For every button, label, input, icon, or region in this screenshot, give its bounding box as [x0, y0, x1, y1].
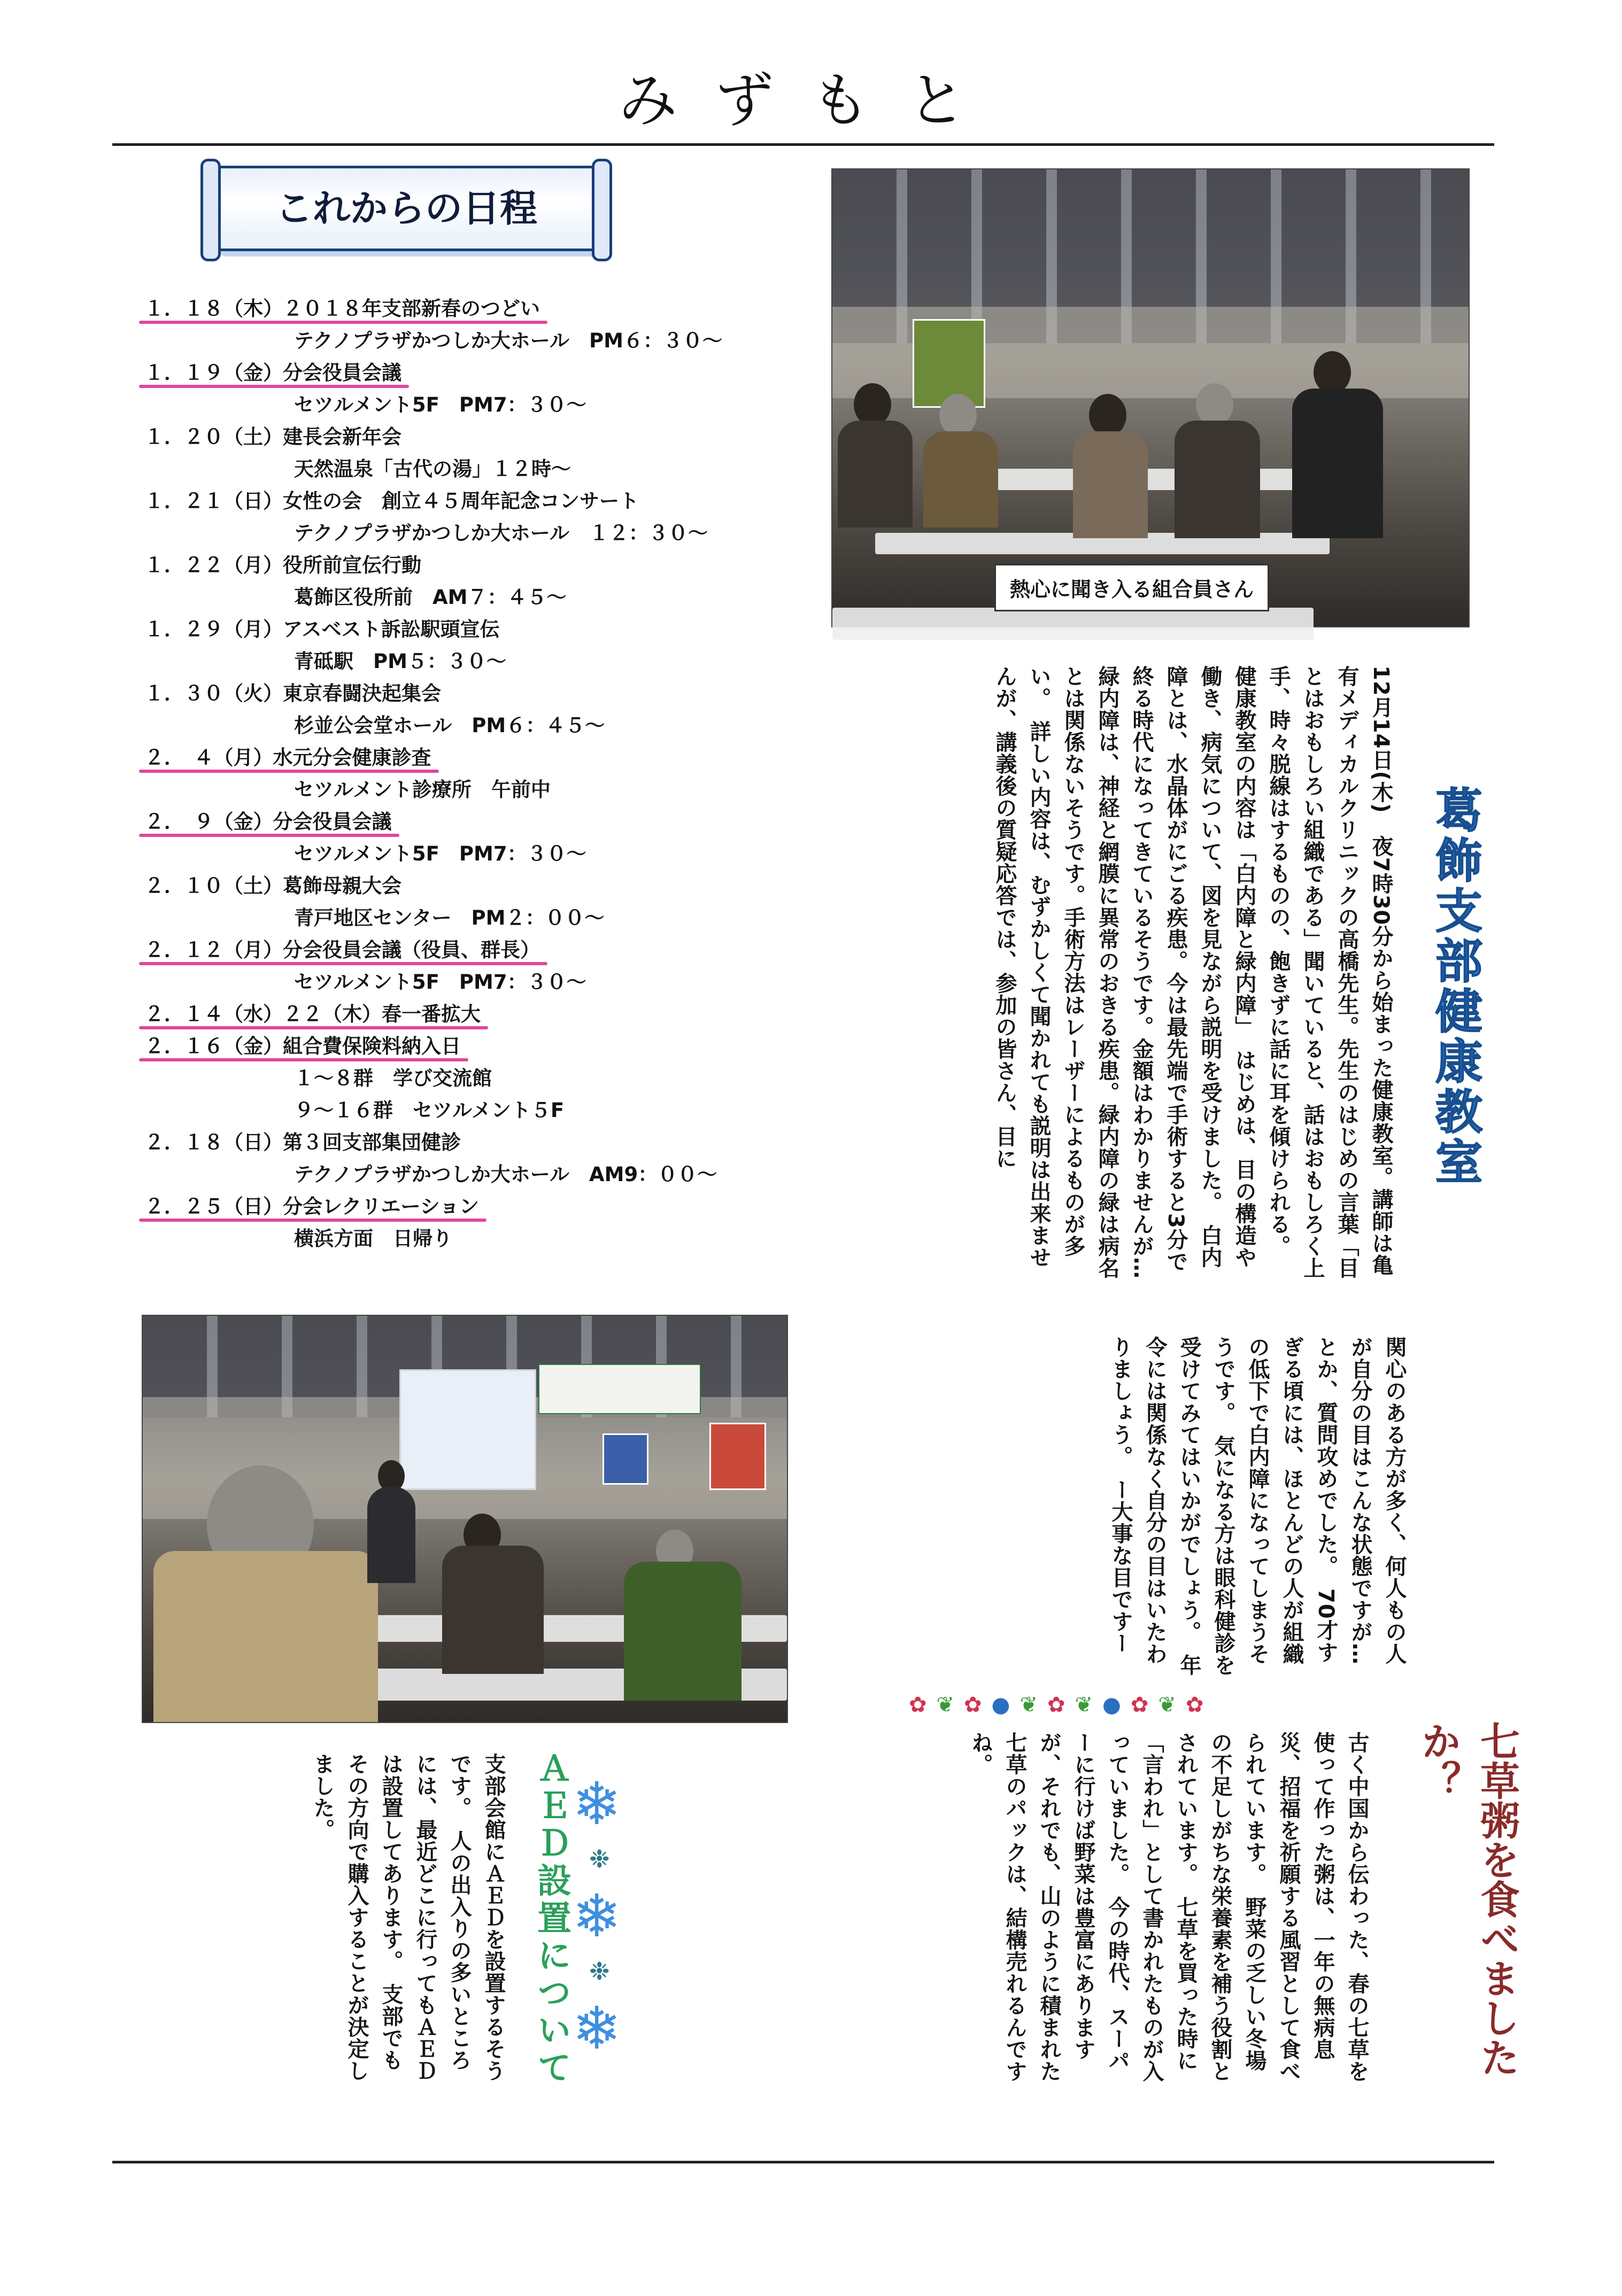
schedule-detail: セツルメント5F PM7：３０～	[294, 393, 586, 416]
schedule-date: ２． ４（月）水元分会健康診査	[144, 742, 431, 774]
schedule-item	[144, 293, 786, 325]
schedule-detail: セツルメント5F PM7：３０～	[294, 842, 586, 865]
schedule-date: ２．１４（水）２２（木）春一番拡大	[144, 998, 481, 1030]
snowflake-icon: ❉	[589, 1844, 610, 1873]
schedule-list	[144, 293, 786, 1255]
schedule-detail: 青戸地区センター PM２：００～	[294, 906, 605, 929]
schedule-date: １．２１（日）女性の会 創立４５周年記念コンサート	[144, 490, 639, 513]
schedule-detail: ９～１６群 セツルメント５F	[294, 1099, 565, 1122]
schedule-date: １．２２（月）役所前宣伝行動	[144, 554, 421, 577]
schedule-item	[144, 870, 786, 902]
schedule-item	[144, 421, 786, 453]
snowflake-icon: ❉	[589, 1957, 610, 1985]
schedule-item	[144, 998, 786, 1030]
leaf-icon: ❦	[936, 1693, 955, 1717]
photo-caption: 熱心に聞き入る組合員さん	[994, 564, 1269, 611]
schedule-detail: セツルメント診療所 午前中	[294, 778, 551, 801]
schedule-item	[144, 485, 786, 517]
schedule-detail: 天然温泉「古代の湯」１２時～	[294, 457, 571, 480]
bead-icon: ●	[1102, 1693, 1121, 1717]
schedule-item	[144, 934, 786, 966]
snowflake-icon: ❄	[572, 1882, 622, 1950]
schedule-date: １．３０（火）東京春闘決起集会	[144, 682, 441, 705]
flower-icon: ✿	[1185, 1693, 1204, 1717]
schedule-item	[144, 806, 786, 838]
schedule-date: １．１９（金）分会役員会議	[144, 357, 401, 389]
flower-icon: ✿	[1130, 1693, 1149, 1717]
schedule-detail: テクノプラザかつしか大ホール １２：３０～	[294, 522, 708, 545]
schedule-date: １．２０（土）建長会新年会	[144, 425, 401, 448]
schedule-date: ２．１８（日）第３回支部集団健診	[144, 1131, 461, 1154]
schedule-detail: テクノプラザかつしか大ホール AM9：００～	[294, 1163, 717, 1186]
schedule-item	[144, 1191, 786, 1223]
schedule-title-scroll	[214, 166, 599, 251]
schedule-date: ２．１６（金）組合費保険料納入日	[144, 1030, 461, 1062]
aed-body: 支部会館にＡＥＤを設置するそうです。 人の出入りの多いところには、最近どこに行ってもＡＥＤは設置してあります。 支部でもその方向で購入することが決定しました。	[310, 1753, 506, 2082]
flower-icon: ✿	[909, 1693, 927, 1717]
snowflake-icon: ❄	[572, 1994, 622, 2062]
schedule-date: １．１８（木）２０１８年支部新春のつどい	[144, 293, 540, 325]
leaf-icon: ❦	[1019, 1693, 1038, 1717]
photo-audience	[831, 168, 1470, 627]
kenko-body-continued: 関心のある方が多く、何人もの人が自分の目はこんな状態ですが…とか、質問攻めでした。 70才すぎる頃には、ほとんどの人が組織の低下で白内障になってしまうそうです。 気になる方は眼科健診を受けてみてはいかがでしょう。 年令には関係なく自分の目はいたわりましょう。 ー大事な目ですー	[1108, 1336, 1407, 1676]
nanakusa-title: 七草粥を食べましたか？	[1415, 1721, 1520, 2077]
schedule-title: これからの日程	[275, 186, 537, 230]
schedule-item	[144, 678, 786, 710]
schedule-item	[144, 1127, 786, 1159]
schedule-item	[144, 549, 786, 581]
bead-icon: ●	[991, 1693, 1010, 1717]
schedule-item	[144, 1030, 786, 1062]
schedule-detail: 杉並公会堂ホール PM６：４５～	[294, 714, 605, 737]
flower-icon: ✿	[1047, 1693, 1065, 1717]
leaf-icon: ❦	[1075, 1693, 1093, 1717]
snowflake-icon: ❄	[572, 1770, 622, 1838]
schedule-detail: セツルメント5F PM7：３０～	[294, 971, 586, 994]
schedule-date: ２．１０（土）葛飾母親大会	[144, 874, 401, 897]
schedule-date: ２． ９（金）分会役員会議	[144, 806, 392, 838]
schedule-detail: 葛飾区役所前 AM７：４５～	[294, 586, 567, 609]
schedule-date: ２．２５（日）分会レクリエーション	[144, 1191, 479, 1223]
flower-icon: ✿	[964, 1693, 982, 1717]
kenko-body: 12月14日(木) 夜7時30分から始まった健康教室。講師は亀有メディカルクリニックの高橋先生。先生のはじめの言葉「目とはおもしろい組織である」聞いていると、話はおもしろく上手、時々脱線はするものの、飽きずに話に耳を傾けられる。 健康教室の内容は「白内障と緑内障」 はじめは、目の構造や働き、病気について、図を見ながら説明を受けました。 白内障とは、水晶体がにごる疾患。今は最先端で手術すると3分で終る時代になってきているそうです。金額はわかりませんが… 緑内障は、神経と網膜に異常のおきる疾患。緑内障の緑は病名とは関係ないそうです。手術方法はレーザーによるものが多い。 詳しい内容は、むずかしくて聞かれても説明は出来ませんが、講義後の質疑応答では、参加の皆さん、目に	[992, 665, 1393, 1301]
nanakusa-body: 古く中国から伝わった、春の七草を使って作った粥は、一年の無病息災、招福を祈願する風習として食べられています。 野菜の乏しい冬場の不足しがちな栄養素を補う役割とされています。 七草を買った時に「言われ」として書かれたものが入っていました。 今の時代、スーパーに行けば野菜は豊富にありますが、それでも、山のように積まれた七草のパックは、結構売れるんですね。	[968, 1732, 1369, 2082]
photo-lecture	[142, 1315, 788, 1723]
schedule-detail: 青砥駅 PM５：３０～	[294, 650, 506, 673]
schedule-date: １．２９（月）アスベスト訴訟駅頭宣伝	[144, 618, 500, 641]
schedule-item	[144, 357, 786, 389]
schedule-detail: １～８群 学び交流館	[294, 1067, 492, 1090]
masthead-title: みずもと	[619, 66, 1003, 135]
schedule-item	[144, 614, 786, 646]
schedule-date: ２．１２（月）分会役員会議（役員、群長）	[144, 934, 540, 966]
leaf-icon: ❦	[1158, 1693, 1176, 1717]
aed-title: ＡＥＤ設置について	[531, 1750, 571, 2087]
kenko-title: 葛飾支部健康教室	[1428, 786, 1484, 1188]
schedule-item	[144, 742, 786, 774]
schedule-detail: 横浜方面 日帰り	[294, 1227, 452, 1250]
flower-divider	[909, 1689, 1337, 1721]
schedule-detail: テクノプラザかつしか大ホール PM６：３０～	[294, 329, 722, 352]
